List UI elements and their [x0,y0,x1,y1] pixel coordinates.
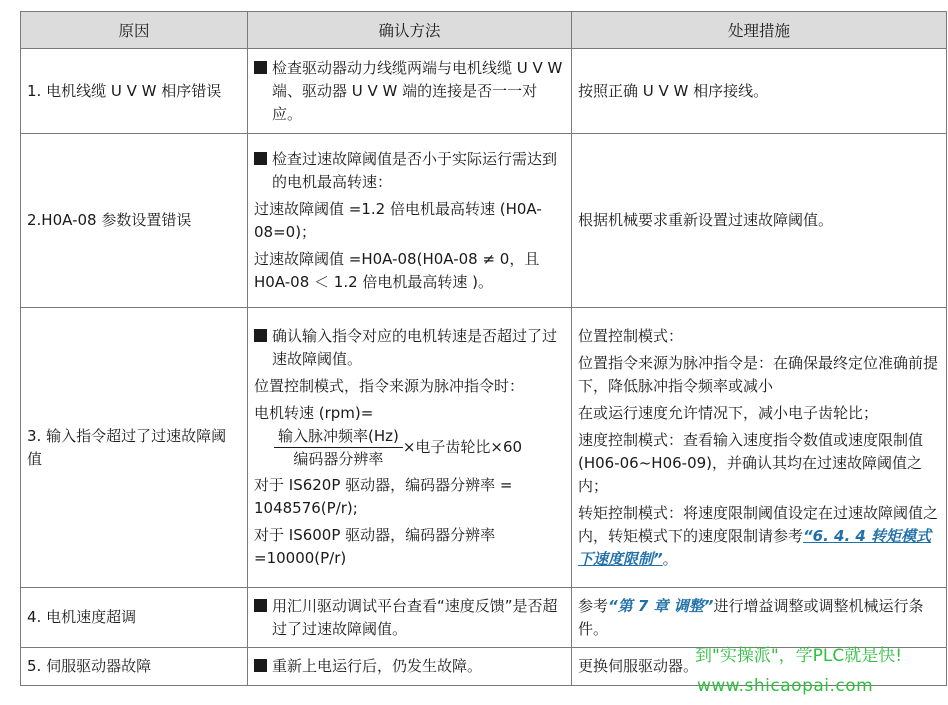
table-row [21,588,947,648]
cause-cell: 2.H0A-08 参数设置错误 [21,134,248,308]
check-cell [248,648,572,686]
cause-cell: 5. 伺服驱动器故障 [21,648,248,686]
action-line: 速度控制模式：查看输入速度指令数值或速度限制值 (H06-06~H06-09)，并确认其均在过速故障阈值之内； [578,430,924,495]
table-row [21,134,947,308]
check-bullet: 用汇川驱动调试平台查看“速度反馈”是否超过了过速故障阈值。 [272,596,558,638]
bullet-square-icon [254,659,267,672]
check-bullet: 确认输入指令对应的电机转速是否超过了过速故障阈值。 [272,327,558,368]
header-action: 处理措施 [572,12,947,49]
check-cell [248,49,572,134]
bullet-square-icon [254,329,267,342]
check-bullet: 检查驱动器动力线缆两端与电机线缆 U V W 端、驱动器 U V W 端的连接是否一一对应。 [272,58,563,123]
check-line: 电机转速 (rpm)= [254,404,374,422]
action-line: 位置指令来源为脉冲指令是：在确保最终定位准确前提下，降低脉冲指令频率或减小 [578,353,939,395]
check-cell [248,134,572,308]
table-row [21,308,947,588]
header-row [21,12,947,49]
check-cell [248,588,572,648]
check-bullet: 重新上电运行后，仍发生故障。 [272,657,483,675]
action-pre: 参考 [578,596,609,615]
bullet-square-icon [254,152,267,165]
action-line: 位置控制模式： [578,326,684,345]
check-bullet: 检查过速故障阈值是否小于实际运行需达到的电机最高转速： [272,149,558,191]
check-line: 过速故障阈值 =H0A-08(H0A-08 ≠ 0，且 H0A-08 ＜ 1.2 倍电机最高转速 )。 [254,249,540,291]
bullet-square-icon [254,599,267,612]
cause-cell: 1. 电机线缆 U V W 相序错误 [21,49,248,134]
action-cell: 更换伺服驱动器。 [572,648,947,686]
action-text: 转矩控制模式：将速度限制阈值设定在过速故障阈值之内，转矩模式下的速度限制请参考 [578,503,939,545]
action-line [578,502,940,571]
check-line: 对于 IS620P 驱动器，编码器分辨率 = 1048576(P/r); [254,476,513,517]
table-row [21,49,947,134]
action-cell: 根据机械要求重新设置过速故障阈值。 [572,134,947,308]
formula-tail: ×电子齿轮比×60 [402,438,523,456]
action-cell [572,588,947,648]
troubleshooting-table [20,11,947,686]
cause-cell: 3. 输入指令超过了过速故障阈值 [21,308,248,588]
section-reference-link[interactable]: “6. 4. 4 转矩模式下速度限制” [578,526,932,568]
watermark-url: www.shicaopai.com [697,676,874,696]
header-cause: 原因 [21,12,248,49]
formula [254,425,565,470]
action-post: 进行增益调整或调整机械运行条件。 [578,596,924,638]
bullet-square-icon [254,61,267,74]
action-cell [572,308,947,588]
action-text-end: 。 [662,549,678,568]
fraction-denominator: 编码器分辨率 [293,450,384,468]
watermark-slogan: 到"实操派"，学PLC就是快! [695,646,903,666]
formula-fraction [274,425,403,470]
cause-cell: 4. 电机速度超调 [21,588,248,648]
check-cell [248,308,572,588]
check-line: 位置控制模式，指令来源为脉冲指令时： [254,377,525,395]
action-cell: 按照正确 U V W 相序接线。 [572,49,947,134]
fraction-numerator: 输入脉冲频率(Hz) [274,425,403,448]
check-line: 对于 IS600P 驱动器，编码器分辨率 =10000(P/r) [254,526,496,567]
header-check: 确认方法 [248,12,572,49]
chapter-reference-link[interactable]: “第 7 章 调整” [608,596,714,615]
check-line: 过速故障阈值 =1.2 倍电机最高转速 (H0A-08=0)； [254,199,542,241]
action-line: 在或运行速度允许情况下，减小电子齿轮比； [578,403,879,422]
